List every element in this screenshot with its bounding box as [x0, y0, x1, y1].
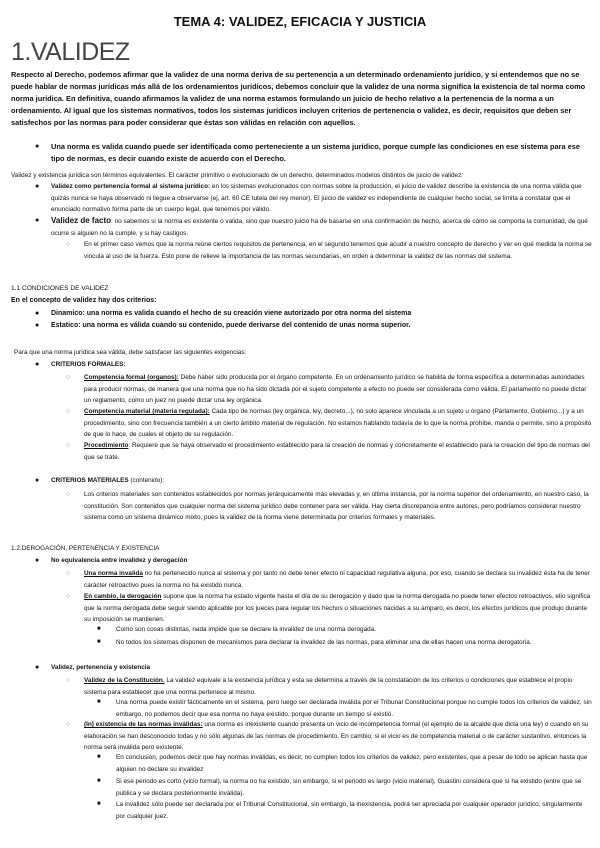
circle-bullet-icon [66, 374, 70, 381]
subsection-heading: 1.2.DEROGACIÓN, PERTENENCIA Y EXISTENCIA [11, 545, 160, 552]
bullet-icon [35, 477, 39, 484]
dynamic-criterion: Dinamico: una norma es valida cuando el hecho de su creación viene autorizado por otra norma del sistema [51, 310, 412, 317]
formal-criteria-heading: CRITERIOS FORMALES: [51, 361, 126, 368]
requirements-lead: Para que una norma jurídica sea válida, debe satisfacer las siguientes exigencias: [14, 349, 247, 356]
existence-sub: En el primer caso vemos que la norma reúne ciertos requisitos de pertenencia, en el segundo tenemos que acudir a nuestro concepto de derecho y ver en qué medida la norma se vincula al uso de la fuerza. Esto pone de relieve la importancia de las normas secundarias, en orden a determinar la validez de las normas del sistema. [84, 241, 592, 260]
circle-bullet-icon [66, 721, 70, 728]
circle-bullet-icon [66, 241, 70, 248]
no-equivalence-heading: No equivalencia entre invalidez y derogación [51, 557, 188, 564]
square-bullet-icon [97, 626, 101, 632]
list-item: La invalidez sólo puede ser declarada por el Tribunal Constitucional, sin embargo, la inexistencia, podrá ser apreciada por cualquier operador jurídico, singularmente por cualquier juez. [116, 801, 583, 820]
bullet-icon [35, 361, 39, 368]
square-bullet-icon [97, 639, 101, 645]
bullet-icon [35, 557, 39, 564]
circle-bullet-icon [66, 442, 70, 449]
square-bullet-icon [97, 801, 101, 807]
subsection-heading: 1.1 CONDICIONES DE VALIDEZ [11, 285, 109, 292]
validity-existence-heading: Validez, pertenencia y existencia [51, 664, 151, 671]
document-title: TEMA 4: VALIDEZ, EFICACIA Y JUSTICIA [173, 14, 427, 29]
list-item: Si ese periodo es corto (vicio formal), la norma no ha existido, sin embargo, si el periodo es largo (vicio material), Guastini considera que sí ha existido (entre que se publica y se declara posteriormente inválida). [116, 778, 582, 797]
circle-bullet-icon [66, 408, 70, 415]
list-item: Como son cosas distintas, nada impide que se declare la invalidez de una norma derogada. [116, 626, 377, 633]
material-competence-item: Competencia material (materia regulada): Cada tipo de normas (ley orgánica, ley, decreto...), no solo aparece vinculada a un sujeto u órgano (Parlamento, Gobierno...) y a un procedimiento, sino con frecuencia también a un cierto ámbito material de regulación. No estamos hablando todavía de lo que la norma prohíbe, manda o permite, sino a propósito de que lo hace, de cuales el objeto de su regulación. [84, 408, 592, 438]
formal-competence-item: Competencia formal (organos): Debe haber sido producida por el órgano competente. En un ordenamiento jurídico se habilita de forma específica a determinadas autoridades para producir normas, de manera que una norma que no ha sido dictada por el sujeto competente a efecto no puede ser considerada como válida. El parlamento no puede dictar un reglamento, como un juez no puede dictar una ley orgánica. [84, 374, 587, 404]
criteria-lead: En el concepto de validez hay dos criterios: [11, 297, 157, 304]
circle-bullet-icon [66, 677, 70, 684]
derogation-item: En cambio, la derogación supone que la norma ha estado vigente hasta el día de su derogación y dado que la norma derogada no puede tener efectos retroactivos, ello significa que la norma derogada debe seguir siendo aplicable por los jueces para regular los hechos o situaciones nacidas a su amparo, es decir, los efectos jurídicos que produjo durante su imposición se mantienen. [84, 593, 591, 623]
static-criterion: Estatico: una norma es válida cuando su contenido, puede derivarse del contenido de unas norma superior. [51, 322, 411, 329]
square-bullet-icon [97, 754, 101, 760]
bullet-icon [35, 217, 39, 224]
bullet-icon [35, 664, 39, 671]
inexistence-item: (In) existencia de las normas inválidas: una norma es inexistente cuando presenta un vicio de incompetencia formal (el ejemplo de la alcalde que dicta una ley) o cuando en su elaboración se han desconocido todas y no sólo algunas de las normas de procedimiento. En cambio, si el vicio es de competencia material o de carácter sustantivo, entonces la norma será inválida pero existente. [84, 721, 589, 751]
procedure-item: Procedimiento: Requiere que se haya observado el procedimiento establecido para la creación de normas y concretamente el establecido para la creación del tipo de normas del que se trate. [84, 442, 590, 461]
section-heading: 1.VALIDEZ [11, 38, 130, 66]
circle-bullet-icon [66, 570, 70, 577]
circle-bullet-icon [66, 491, 70, 498]
bullet-icon [35, 310, 39, 317]
invalid-norm-item: Una norma invalida no ha pertenecido nunca al sistema y por tanto no debe tener efecto ni capacidad regulativa alguna, por eso, cuando se declara su invalidez ésta ha de tener carácter retroactivo pues la norma no ha existido nunca. [84, 570, 590, 589]
intro-bullet: Una norma es valida cuando puede ser identificada como perteneciente a un sistema jurídico, porque cumple las condiciones en ese sistema para ese tipo de normas, es decir cuando existe de acuerdo con el Derecho. [51, 142, 581, 163]
formal-validity-item: Validez como pertenencia formal al sistema jurídico: en los sistemas evolucionados con normas sobre la producción, el juicio de validez describe la existencia de una norma válida que quizás nunca se haya observado ni llegue a observarse (ej, art. 60 CE tutela del rey menor). El juicio de validez es independiente de cualquier hecho social, se limita a constatar que el enunciado normativo forma parte de un cuerpo legal, que tenemos por válido. [51, 183, 582, 213]
material-criteria-heading: CRITERIOS MATERIALES (contenido): [51, 477, 165, 484]
facto-validity-item: Validez de facto: no sabemos si la norma es existente o valida, sino que nuestro juicio ha de basarse en una confirmación de hecho, acerca de cómo se comporta la comunidad, de qué ocurre si alguien no la cumple, y si hay castigos. [51, 216, 588, 237]
bullet-icon [35, 322, 39, 329]
list-item: Una norma puede existir fácticamente en el sistema, pero luego ser declarada inválida por el Tribunal Constitucional porque no cumple todos los criterios de validez, sin embargo, no podemos decir que esa norma no haya existido, porque durante un tiempo sí existió. [116, 699, 592, 718]
square-bullet-icon [97, 699, 101, 705]
constitution-validity-item: Validez de la Constitución. La validez equivale a la existencia jurídica y esta se determina a través de la constatación de los criterios o condiciones que establece el propio sistema para establecer que una norma pertenece al mismo. [84, 677, 573, 696]
existence-paragraph: Validez y existencia jurídica son términos equivalentes. El carácter primitivo o evolucionado de un derecho, determinados modelos distintos de juicio de validez: [11, 172, 464, 179]
material-criteria-text: Los criterios materiales son contenidos establecidos por normas jerárquicamente más elevadas y, en última instancia, por la norma superior del ordenamiento, en nuestro caso, la constitución. Son contenidos que cualquier norma del sistema jurídico debe contener para ser válida. Hay cierta discrepancia entre autores, pero podríamos considerar nuestro sistema como un sistema dinámico mixto, pues la validez de la norma viene determinada por criterios formales y materiales. [84, 491, 589, 521]
bullet-icon [35, 143, 39, 150]
intro-paragraph: Respecto al Derecho, podemos afirmar que la validez de una norma deriva de su pertenencia a un determinado ordenamiento jurídico, y si entendemos que no se puede hablar de normas jurídicas más allá de los ordenamientos jurídicos, debemos concluir que la validez de una norma significa la existencia de tal norma como norma jurídica. En definitiva, cuando afirmamos la validez de una norma estamos formulando un juicio de hecho relativo a la pertenencia de la norma a un ordenamiento. Al igual que los sistemas normativos, todos los sistemas jurídicos incluyen criterios de pertenencia o validez, es decir, requisitos que deben ser satisfechos por las normas para poder considerar que éstas son válidas en relación con aquellos. [11, 70, 586, 127]
square-bullet-icon [97, 778, 101, 784]
bullet-icon [35, 183, 39, 190]
circle-bullet-icon [66, 593, 70, 600]
list-item: No todos los sistemas disponen de mecanismos para declarar la invalidez de las normas, para eliminar una de ellas hacen una norma derogatoria. [116, 639, 532, 646]
list-item: En conclusión, podemos decir que hay normas inválidas, es decir, no cumplen todos los criterios de validez, pero existentes, que a pesar de todo se aplican hasta que alguien no declare su invalidez [116, 754, 588, 773]
